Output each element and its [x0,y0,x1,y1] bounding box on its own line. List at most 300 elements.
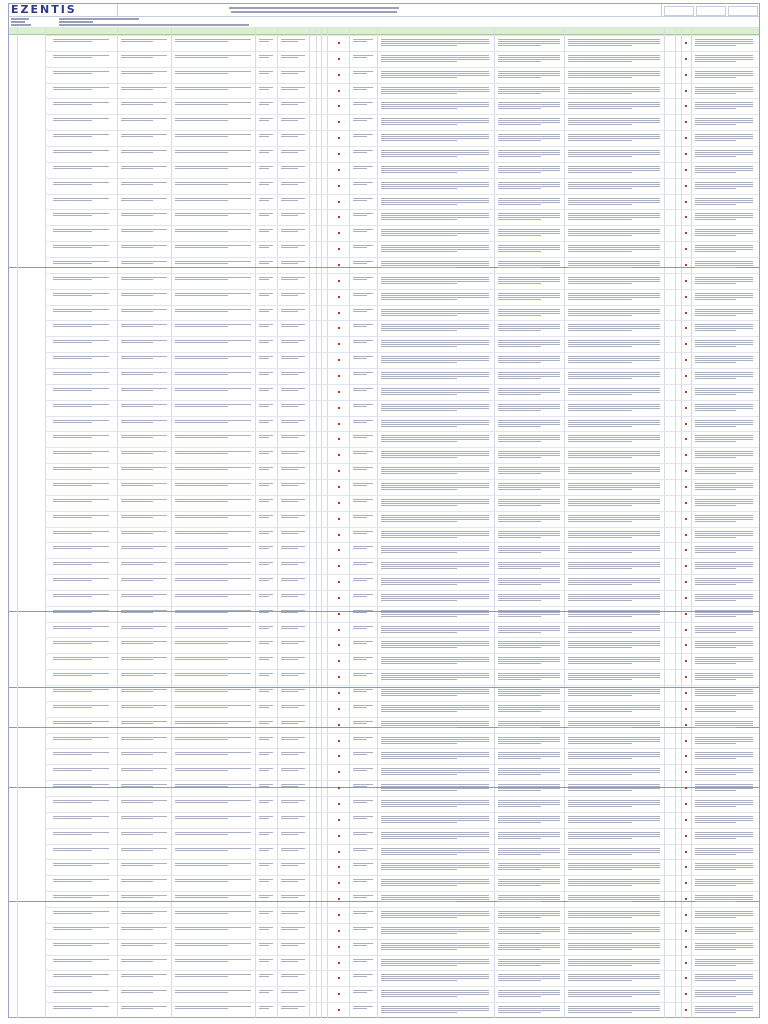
cell-text-line [498,945,560,946]
cell-text-line [281,134,305,135]
cell-text-line [353,657,373,658]
cell-text-line [498,852,560,853]
cell-text-line [695,949,736,950]
cell-text-line [381,867,489,868]
cell-text-line [498,756,560,757]
risk-level-mark [338,676,340,678]
cell-text-line [568,879,660,880]
residual-risk-mark [685,755,687,757]
cell-text-line [498,943,560,944]
cell-text-line [695,422,753,423]
cell-text-line [381,61,457,62]
cell-text-line [353,453,367,454]
cell-text-line [259,992,269,993]
cell-text-line [353,467,373,468]
report-title-text [229,7,399,9]
cell-text-line [568,965,632,966]
cell-text-line [259,501,269,502]
cell-text-line [175,57,228,58]
cell-text-line [259,136,269,137]
cell-text-line [121,372,167,373]
cell-text-line [53,976,92,977]
residual-risk-mark [685,1009,687,1011]
cell-text-line [568,786,660,787]
cell-text-line [498,453,560,454]
cell-text-line [498,435,560,436]
cell-text-line [175,89,228,90]
cell-text-line [695,184,753,185]
cell-text-line [568,695,632,696]
cell-text-line [381,467,489,468]
cell-text-line [175,879,251,880]
cell-text-line [259,913,269,914]
cell-text-line [568,295,660,296]
cell-text-line [281,911,305,912]
cell-text-line [381,913,489,914]
cell-text-line [568,441,632,442]
cell-text-line [175,120,228,121]
cell-text-line [259,311,269,312]
cell-text-line [175,802,228,803]
cell-text-line [53,691,92,692]
cell-text-line [53,342,92,343]
cell-text-line [259,533,269,534]
cell-text-line [695,531,753,532]
cell-text-line [498,598,560,599]
cell-text-line [568,980,632,981]
cell-text-line [695,566,753,567]
cell-text-line [498,788,560,789]
cell-text-line [498,645,560,646]
cell-text-line [381,441,457,442]
cell-text-line [498,961,560,962]
cell-text-line [259,390,269,391]
cell-text-line [498,822,541,823]
section-label [9,727,18,787]
cell-text-line [175,311,228,312]
section-label [9,611,18,687]
risk-level-mark [338,470,340,472]
cell-text-line [381,150,489,151]
report-subtitle-text [231,11,397,13]
cell-text-line [695,295,753,296]
cell-text-line [695,990,753,991]
cell-text-line [695,915,753,916]
cell-text-line [175,326,228,327]
cell-text-line [121,231,153,232]
cell-text-line [381,739,489,740]
cell-text-line [53,437,92,438]
cell-text-line [568,124,632,125]
cell-text-line [695,786,753,787]
table-row [45,495,759,496]
cell-text-line [498,309,560,310]
cell-text-line [381,73,489,74]
cell-text-line [53,610,109,611]
cell-text-line [281,562,305,563]
cell-text-line [695,863,753,864]
cell-text-line [259,1008,269,1009]
cell-text-line [695,519,753,520]
cell-text-line [568,186,660,187]
cell-text-line [695,867,753,868]
cell-text-line [353,499,373,500]
cell-text-line [498,346,541,347]
cell-text-line [381,451,489,452]
cell-text-line [695,188,736,189]
cell-text-line [381,564,489,565]
cell-text-line [121,499,167,500]
cell-text-line [281,974,305,975]
cell-text-line [498,41,560,42]
cell-text-line [353,406,367,407]
cell-text-line [381,277,489,278]
cell-text-line [498,786,560,787]
cell-text-line [695,182,753,183]
cell-text-line [498,1008,560,1009]
cell-text-line [498,879,560,880]
cell-text-line [53,548,92,549]
cell-text-line [568,772,660,773]
cell-text-line [353,865,367,866]
cell-text-line [568,709,660,710]
cell-text-line [381,404,489,405]
cell-text-line [53,182,109,183]
cell-text-line [353,390,367,391]
table-row [45,764,759,765]
risk-level-mark [338,407,340,409]
cell-text-line [568,404,660,405]
cell-text-line [53,659,92,660]
table-row [45,400,759,401]
cell-text-line [695,198,753,199]
cell-text-line [498,124,541,125]
cell-text-line [695,388,753,389]
cell-text-line [498,342,560,343]
cell-text-line [381,647,457,648]
cell-text-line [281,752,305,753]
cell-text-line [695,340,753,341]
cell-text-line [259,342,269,343]
cell-text-line [259,691,269,692]
cell-text-line [498,499,560,500]
cell-text-line [259,118,273,119]
cell-text-line [568,328,660,329]
cell-text-line [53,374,92,375]
cell-text-line [381,756,489,757]
cell-text-line [281,152,298,153]
cell-text-line [381,974,489,975]
cell-text-line [381,822,457,823]
risk-level-mark [338,629,340,631]
cell-text-line [259,802,269,803]
cell-text-line [53,881,92,882]
cell-text-line [353,168,367,169]
cell-text-line [568,582,660,583]
cell-text-line [568,485,660,486]
cell-text-line [695,772,753,773]
cell-text-line [695,806,736,807]
cell-text-line [381,610,489,611]
cell-text-line [695,661,753,662]
cell-text-line [381,562,489,563]
cell-text-line [281,87,305,88]
cell-text-line [281,643,298,644]
cell-text-line [281,453,298,454]
table-row [45,669,759,670]
cell-text-line [175,816,251,817]
cell-text-line [381,87,489,88]
cell-text-line [381,120,489,121]
cell-text-line [381,976,489,977]
cell-text-line [259,673,273,674]
cell-text-line [498,725,560,726]
cell-text-line [53,71,109,72]
cell-text-line [353,245,373,246]
cell-text-line [175,295,228,296]
cell-text-line [353,263,367,264]
residual-risk-mark [685,327,687,329]
cell-text-line [53,580,92,581]
cell-text-line [498,727,541,728]
cell-text-line [498,328,560,329]
cell-text-line [53,261,109,262]
risk-level-mark [338,597,340,599]
cell-text-line [259,102,273,103]
cell-text-line [498,73,560,74]
cell-text-line [498,404,560,405]
residual-risk-mark [685,185,687,187]
cell-text-line [695,616,736,617]
cell-text-line [53,754,92,755]
cell-text-line [695,378,736,379]
cell-text-line [498,358,560,359]
cell-text-line [695,899,753,900]
cell-text-line [381,990,489,991]
cell-text-line [695,980,736,981]
cell-text-line [353,834,367,835]
cell-text-line [695,917,736,918]
cell-text-line [695,659,753,660]
cell-text-line [381,917,457,918]
cell-text-line [259,324,273,325]
cell-text-line [175,247,228,248]
cell-text-line [498,293,560,294]
column-divider [45,27,46,1018]
cell-text-line [381,1006,489,1007]
residual-risk-mark [685,391,687,393]
cell-text-line [695,324,753,325]
cell-text-line [381,818,489,819]
doc-code-cell [664,6,694,16]
residual-risk-mark [685,486,687,488]
cell-text-line [281,231,298,232]
cell-text-line [281,374,298,375]
cell-text-line [695,267,736,268]
cell-text-line [281,768,305,769]
cell-text-line [175,73,228,74]
cell-text-line [498,568,541,569]
cell-text-line [175,435,251,436]
cell-text-line [53,879,109,880]
cell-text-line [175,200,228,201]
cell-text-line [259,881,269,882]
cell-text-line [695,679,736,680]
cell-text-line [281,390,298,391]
cell-text-line [353,548,367,549]
cell-text-line [381,992,489,993]
cell-text-line [381,848,489,849]
cell-text-line [121,723,153,724]
cell-text-line [175,784,251,785]
cell-text-line [568,394,632,395]
cell-text-line [498,61,541,62]
table-row [45,209,759,210]
cell-text-line [381,994,489,995]
cell-text-line [568,978,660,979]
cell-text-line [381,483,489,484]
cell-text-line [281,786,298,787]
cell-text-line [381,219,457,220]
cell-text-line [568,711,632,712]
cell-text-line [498,91,560,92]
cell-text-line [498,186,560,187]
risk-level-mark [338,708,340,710]
cell-text-line [381,521,457,522]
cell-text-line [568,885,632,886]
residual-risk-mark [685,724,687,726]
cell-text-line [498,515,560,516]
cell-text-line [498,758,541,759]
cell-text-line [381,550,489,551]
cell-text-line [498,297,560,298]
cell-text-line [121,420,167,421]
cell-text-line [568,917,632,918]
cell-text-line [353,358,367,359]
cell-text-line [53,707,92,708]
cell-text-line [498,818,560,819]
cell-text-line [53,897,92,898]
cell-text-line [695,768,753,769]
risk-level-mark [338,866,340,868]
cell-text-line [381,535,489,536]
cell-text-line [175,261,251,262]
cell-text-line [695,360,753,361]
cell-text-line [381,503,489,504]
cell-text-line [498,994,560,995]
cell-text-line [259,261,273,262]
cell-text-line [121,533,153,534]
cell-text-line [281,422,298,423]
cell-text-line [353,533,367,534]
cell-text-line [281,150,305,151]
column-divider [691,27,692,1018]
cell-text-line [53,293,109,294]
cell-text-line [695,1006,753,1007]
cell-text-line [498,120,560,121]
cell-text-line [175,881,228,882]
cell-text-line [53,324,109,325]
cell-text-line [568,233,660,234]
table-row [45,939,759,940]
cell-text-line [498,996,541,997]
cell-text-line [568,679,632,680]
cell-text-line [568,531,660,532]
cell-text-line [281,245,305,246]
cell-text-line [568,356,660,357]
risk-level-mark [338,692,340,694]
cell-text-line [53,739,92,740]
residual-risk-mark [685,787,687,789]
cell-text-line [175,499,251,500]
cell-text-line [281,342,298,343]
cell-text-line [121,356,167,357]
cell-text-line [568,533,660,534]
cell-text-line [175,895,251,896]
cell-text-line [568,170,660,171]
cell-text-line [568,721,660,722]
cell-text-line [53,485,92,486]
cell-text-line [281,515,305,516]
cell-text-line [498,313,560,314]
cell-text-line [259,340,273,341]
cell-text-line [353,340,373,341]
cell-text-line [381,362,457,363]
cell-text-line [498,863,560,864]
cell-text-line [695,138,753,139]
cell-text-line [259,578,273,579]
table-row [45,416,759,417]
cell-text-line [53,406,92,407]
cell-text-line [381,758,457,759]
cell-text-line [121,689,167,690]
risk-level-mark [338,803,340,805]
cell-text-line [259,55,273,56]
column-divider [564,27,565,1018]
cell-text-line [498,917,541,918]
cell-text-line [568,489,632,490]
cell-text-line [53,150,109,151]
cell-text-line [568,503,660,504]
cell-text-line [498,949,541,950]
cell-text-line [281,626,305,627]
cell-text-line [568,279,660,280]
cell-text-line [175,628,228,629]
residual-risk-mark [685,771,687,773]
cell-text-line [53,578,109,579]
cell-text-line [498,737,560,738]
cell-text-line [498,172,541,173]
cell-text-line [53,596,92,597]
cell-text-line [121,517,153,518]
cell-text-line [695,156,736,157]
cell-text-line [175,992,228,993]
cell-text-line [259,705,273,706]
cell-text-line [121,102,167,103]
cell-text-line [498,154,560,155]
cell-text-line [695,309,753,310]
cell-text-line [259,150,273,151]
cell-text-line [381,420,489,421]
cell-text-line [53,911,109,912]
cell-text-line [381,548,489,549]
cell-text-line [281,168,298,169]
cell-text-line [568,996,632,997]
cell-text-line [498,59,560,60]
cell-text-line [381,75,489,76]
table-row [45,685,759,686]
cell-text-line [498,865,560,866]
